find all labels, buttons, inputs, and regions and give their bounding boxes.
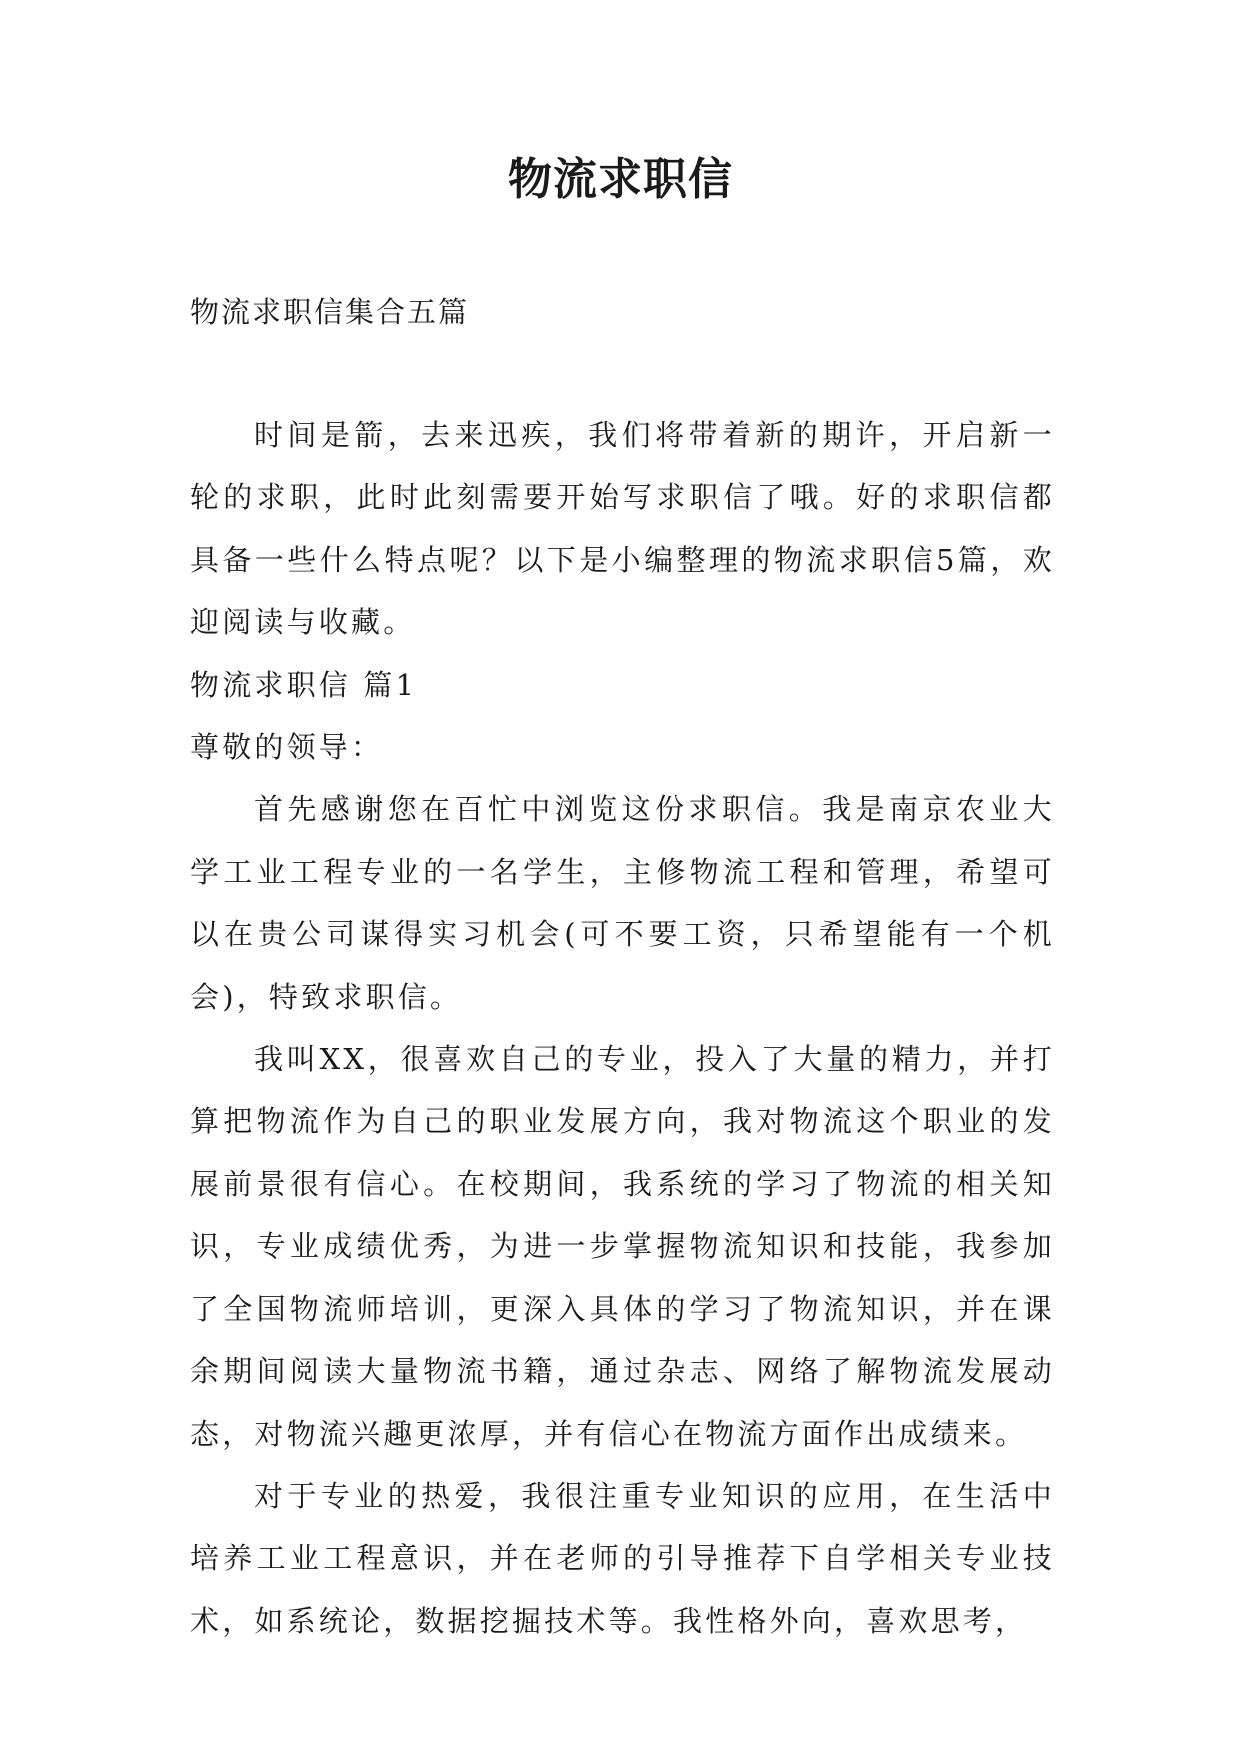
salutation: 尊敬的领导： [190,730,384,765]
section-heading: 物流求职信 篇1 [190,667,418,702]
intro-paragraph: 时间是箭，去来迅疾，我们将带着新的期许，开启新一轮的求职，此时此刻需要开始写求职信了哦。好的求职信都具备一些什么特点呢？以下是小编整理的物流求职信5篇，欢迎阅读与收藏。 [190,418,1055,640]
body-paragraph: 对于专业的热爱，我很注重专业知识的应用，在生活中培养工业工程意识，并在老师的引导推荐下自学相关专业技术，如系统论，数据挖掘技术等。我性格外向，喜欢思考， [190,1478,1055,1638]
document-subtitle: 物流求职信集合五篇 [190,295,470,329]
document-title: 物流求职信 [508,154,733,205]
body-paragraph: 首先感谢您在百忙中浏览这份求职信。我是南京农业大学工业工程专业的一名学生，主修物流工程和管理，希望可以在贵公司谋得实习机会(可不要工资，只希望能有一个机会)，特致求职信。 [190,792,1055,1014]
body-paragraph: 我叫XX，很喜欢自己的专业，投入了大量的精力，并打算把物流作为自己的职业发展方向，我对物流这个职业的发展前景很有信心。在校期间，我系统的学习了物流的相关知识，专业成绩优秀，为进一步掌握物流知识和技能，我参加了全国物流师培训，更深入具体的学习了物流知识，并在课余期间阅读大量物流书籍，通过杂志、网络了解物流发展动态，对物流兴趣更浓厚，并有信心在物流方面作出成绩来。 [190,1042,1055,1451]
document-body [190,404,1055,1652]
